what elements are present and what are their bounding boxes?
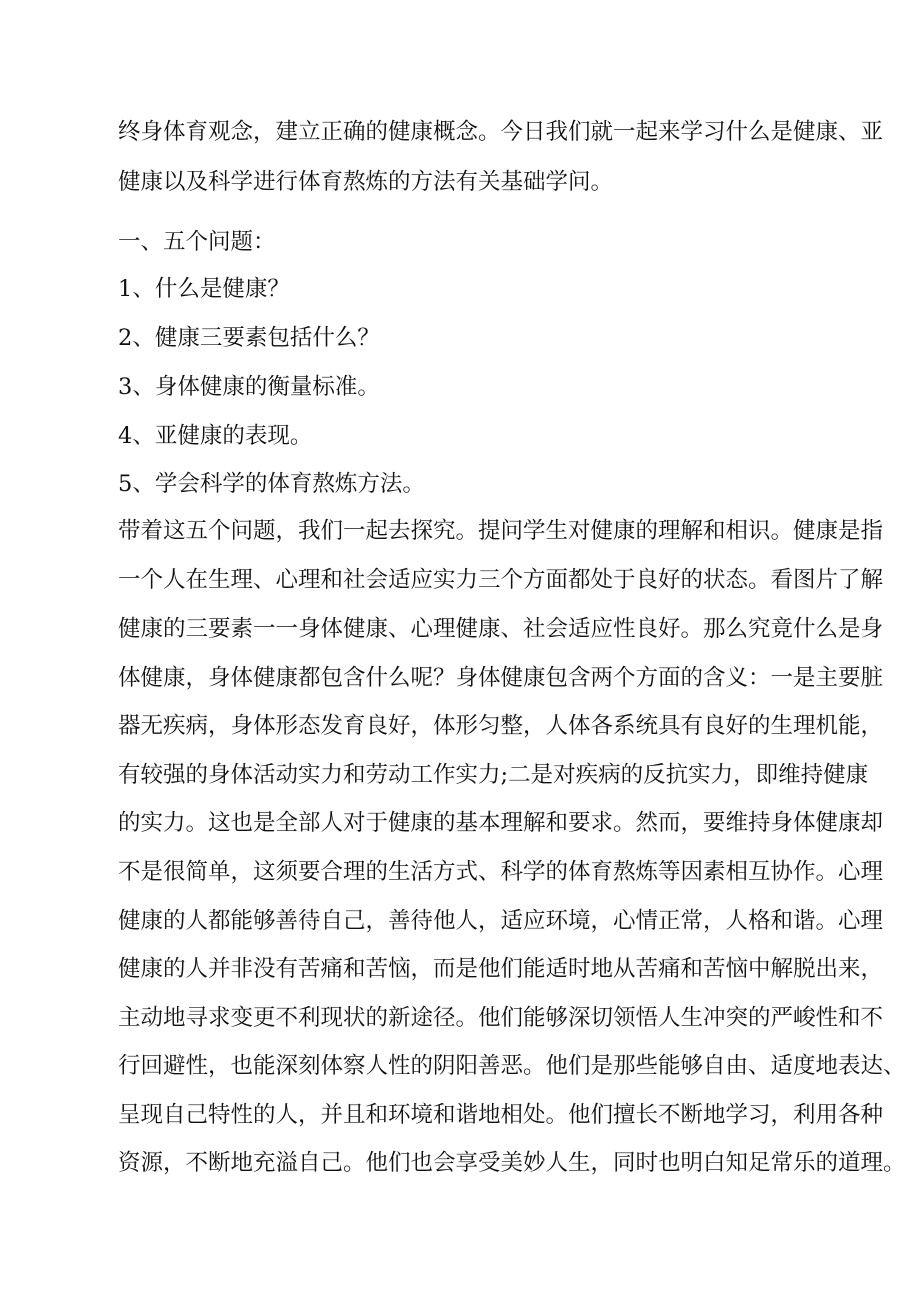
body-line: 呈现自己特性的人，并且和环境和谐地相处。他们擅长不断地学习，利用各种 (118, 1102, 884, 1128)
question-item: 5、学会科学的体育熬炼方法。 (118, 471, 425, 497)
intro-line: 健康以及科学进行体育熬炼的方法有关基础学问。 (118, 169, 614, 195)
question-item: 2、健康三要素包括什么？ (118, 325, 380, 351)
question-item: 3、身体健康的衡量标准。 (118, 374, 380, 400)
body-line: 有较强的身体活动实力和劳动工作实力;二是对疾病的反抗实力，即维持健康 (118, 762, 869, 788)
body-line: 资源，不断地充溢自己。他们也会享受美妙人生，同时也明白知足常乐的道理。 (118, 1150, 906, 1176)
body-line: 一个人在生理、心理和社会适应实力三个方面都处于良好的状态。看图片了解 (118, 567, 884, 593)
body-line: 健康的三要素一一身体健康、心理健康、社会适应性良好。那么究竟什么是身 (118, 616, 884, 642)
body-line: 健康的人都能够善待自己，善待他人，适应环境，心情正常，人格和谐。心理 (118, 908, 884, 934)
body-line: 器无疾病，身体形态发育良好，体形匀整，人体各系统具有良好的生理机能， (118, 713, 884, 739)
body-line: 带着这五个问题，我们一起去探究。提问学生对健康的理解和相识。健康是指 (118, 518, 884, 544)
section-heading: 一、五个问题： (118, 229, 276, 255)
body-line: 行回避性，也能深刻体察人性的阴阳善恶。他们是那些能够自由、适度地表达、 (118, 1053, 906, 1079)
intro-line: 终身体育观念，建立正确的健康概念。今日我们就一起来学习什么是健康、亚 (118, 119, 884, 145)
body-line: 不是很简单，这须要合理的生活方式、科学的体育熬炼等因素相互协作。心理 (118, 859, 884, 885)
body-line: 主动地寻求变更不利现状的新途径。他们能够深切领悟人生冲突的严峻性和不 (118, 1005, 884, 1031)
body-line: 健康的人并非没有苦痛和苦恼，而是他们能适时地从苦痛和苦恼中解脱出来， (118, 956, 884, 982)
body-line: 体健康，身体健康都包含什么呢？身体健康包含两个方面的含义：一是主要脏 (118, 665, 884, 691)
body-line: 的实力。这也是全部人对于健康的基本理解和要求。然而，要维持身体健康却 (118, 810, 884, 836)
question-item: 1、什么是健康？ (118, 276, 290, 302)
question-item: 4、亚健康的表现。 (118, 423, 313, 449)
